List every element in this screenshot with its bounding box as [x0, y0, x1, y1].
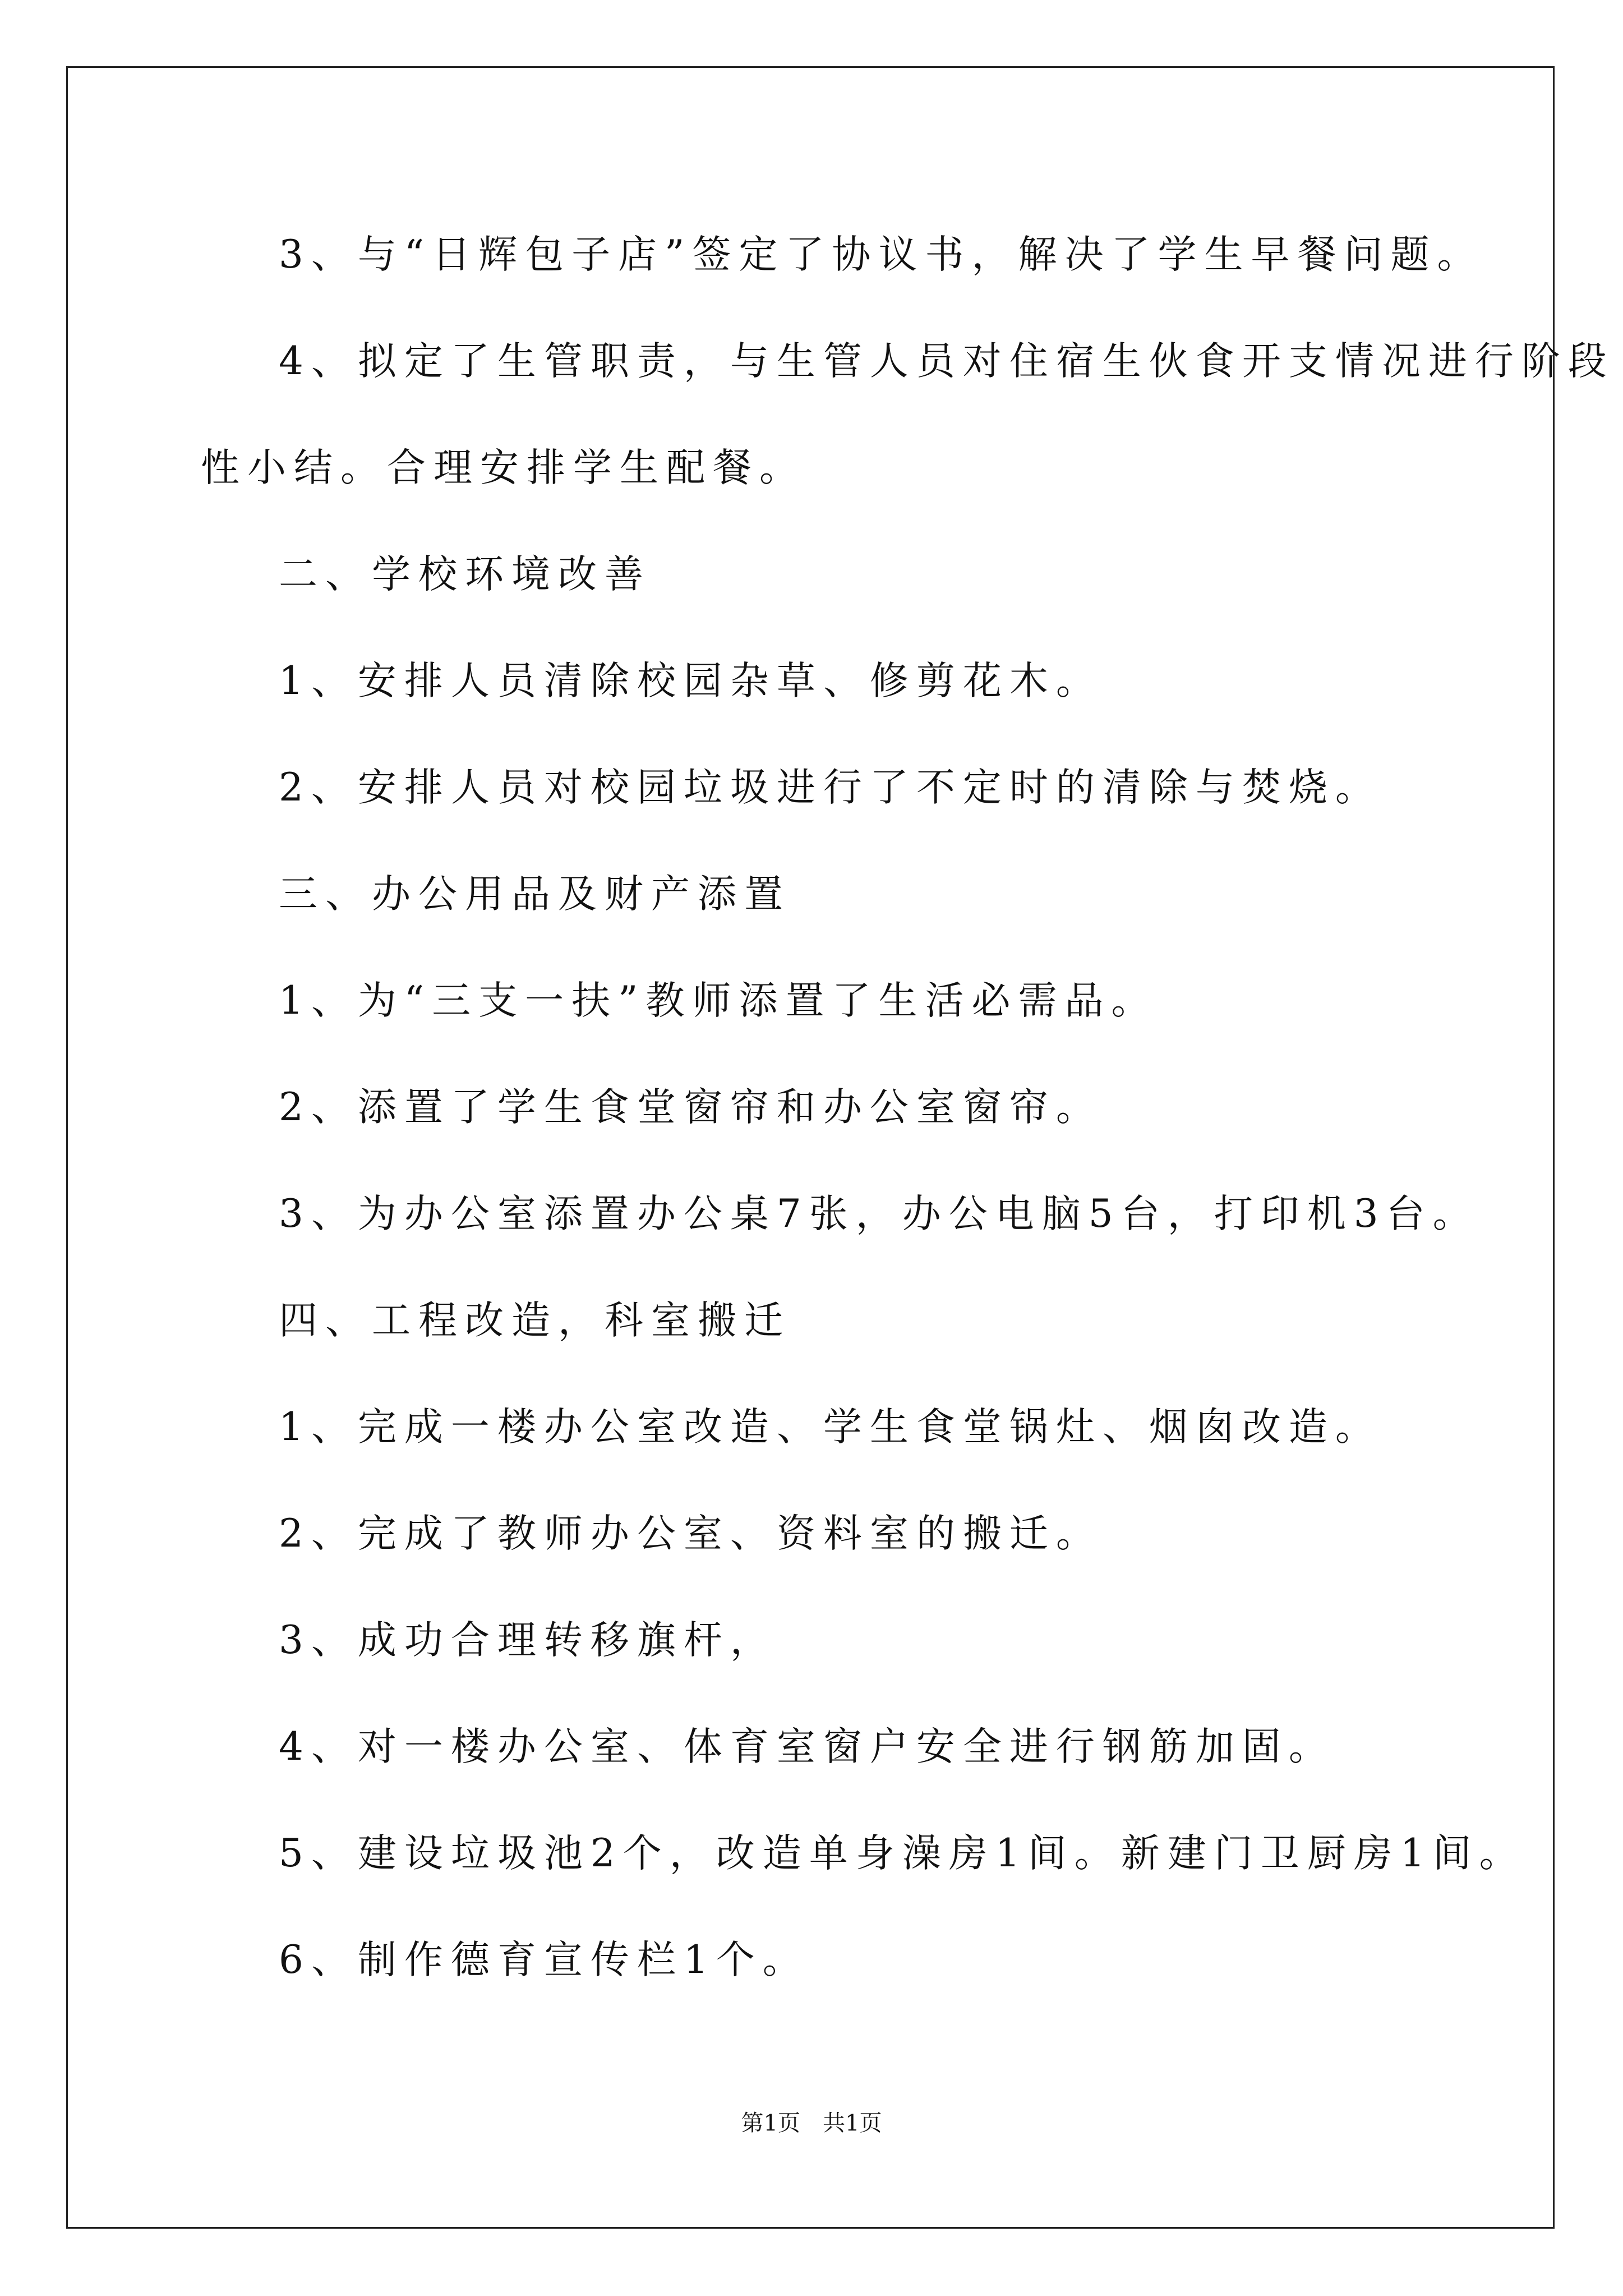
paragraph: 5、建设垃圾池2个，改造单身澡房1间。新建门卫厨房1间。: [279, 1831, 1526, 1876]
paragraph: 4、拟定了生管职责，与生管人员对住宿生伙食开支情况进行阶段: [279, 339, 1615, 384]
paragraph: 6、制作德育宣传栏1个。: [279, 1938, 809, 1982]
paragraph: 3、为办公室添置办公桌7张，办公电脑5台，打印机3台。: [279, 1191, 1479, 1236]
paragraph-continuation: 性小结。合理安排学生配餐。: [201, 445, 806, 490]
paragraph: 1、为“三支一扶”教师添置了生活必需品。: [279, 978, 1158, 1023]
section-heading: 三、办公用品及财产添置: [279, 872, 791, 917]
section-heading: 二、学校环境改善: [279, 552, 651, 597]
paragraph: 3、与“日辉包子店”签定了协议书，解决了学生早餐问题。: [279, 232, 1484, 277]
paragraph: 1、安排人员清除校园杂草、修剪花木。: [279, 659, 1103, 703]
paragraph: 1、完成一楼办公室改造、学生食堂锅灶、烟囱改造。: [279, 1405, 1382, 1450]
paragraph: 3、成功合理转移旗杆，: [279, 1618, 777, 1663]
paragraph: 2、添置了学生食堂窗帘和办公室窗帘。: [279, 1085, 1103, 1130]
page-footer: 第1页 共1页: [741, 2110, 882, 2136]
section-heading: 四、工程改造，科室搬迁: [279, 1298, 791, 1343]
paragraph: 4、对一楼办公室、体育室窗户安全进行钢筋加固。: [279, 1724, 1335, 1769]
paragraph: 2、完成了教师办公室、资料室的搬迁。: [279, 1511, 1103, 1556]
paragraph: 2、安排人员对校园垃圾进行了不定时的清除与焚烧。: [279, 765, 1382, 810]
